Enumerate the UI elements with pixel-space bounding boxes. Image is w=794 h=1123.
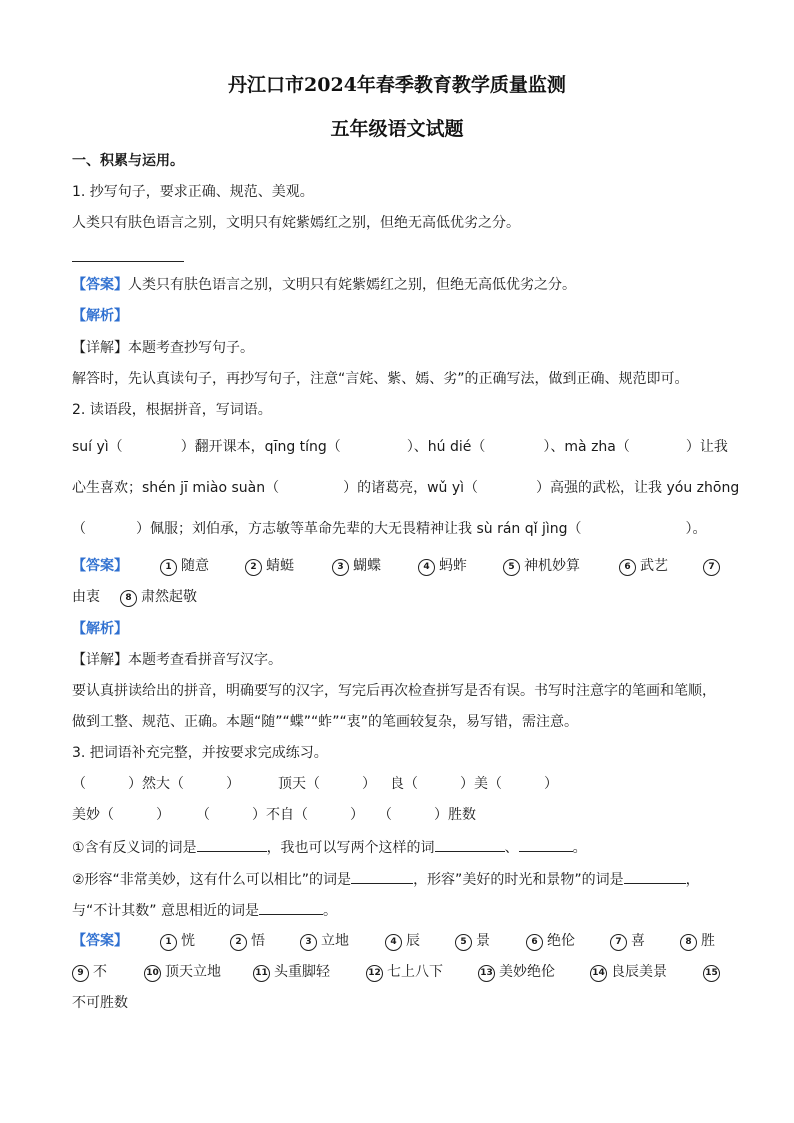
- answer-word: 蜻蜓: [266, 558, 294, 574]
- answer-word: 喜: [631, 933, 645, 949]
- exercise-text: ②形容“非常美妙，这有什么可以相比”的词是: [72, 872, 352, 888]
- q3-answer-15-cont: 不可胜数: [72, 995, 128, 1011]
- q2-answer-3: [332, 557, 381, 576]
- answer-tag: 【答案】: [72, 933, 128, 949]
- exercise-text: ，我也可以写两个这样的词: [266, 840, 435, 856]
- q1-answer: [72, 276, 576, 294]
- q3-answer-8: [680, 932, 715, 951]
- q1-detail: [72, 339, 254, 357]
- pinyin-text: ）。: [685, 521, 707, 537]
- answer-text: 人类只有肤色语言之别，文明只有姹紫嫣红之别，但绝无高低优劣之分。: [128, 277, 576, 293]
- section-heading: 一、积累与运用。: [72, 153, 184, 169]
- q2-detail-text: 做到工整、规范、正确。本题“随”“蝶”“蚱”“衷”的笔画较复杂，易写错，需注意。: [72, 714, 579, 730]
- circled-number: 13: [478, 965, 495, 982]
- exercise-text: ，: [685, 872, 700, 888]
- circled-number: 9: [72, 965, 89, 982]
- q3-exercise-3: [72, 900, 337, 920]
- pinyin-text: ）佩服；刘伯承，方志敏等革命先辈的大无畏精神让我 sù rán qǐ jìng（: [136, 521, 582, 537]
- q3-answer-12: [366, 963, 443, 982]
- q3-answer-4: [385, 932, 420, 951]
- exercise-text: 。: [322, 903, 337, 919]
- exercise-text: 。: [572, 840, 587, 856]
- pinyin-text: ）翻开课本，qīng tíng（: [180, 439, 341, 455]
- q3-answer-3: [300, 932, 349, 951]
- circled-number: 4: [385, 934, 402, 951]
- answer-word: 蚂蚱: [439, 558, 467, 574]
- q3-answer-2: [230, 932, 265, 951]
- fill-blank[interactable]: [519, 837, 573, 852]
- circled-number: 1: [160, 559, 177, 576]
- circled-number: 14: [590, 965, 607, 982]
- circled-number: 4: [418, 559, 435, 576]
- exercise-text: 与“不计其数” 意思相近的词是: [72, 903, 259, 919]
- exam-subtitle: 五年级语文试题: [330, 118, 464, 140]
- fill-blank[interactable]: [435, 837, 505, 852]
- circled-number: 2: [245, 559, 262, 576]
- q1-sentence: 人类只有肤色语言之别，文明只有姹紫嫣红之别，但绝无高低优劣之分。: [72, 215, 520, 231]
- q2-passage-line3: [72, 520, 707, 538]
- circled-number: 11: [253, 965, 270, 982]
- q1-detail-text: 解答时，先认真读句子，再抄写句子，注意“言姹、紫、嫣、劣”的正确写法，做到正确、规范即可。: [72, 371, 689, 387]
- answer-word: 随意: [181, 558, 209, 574]
- q3-answer-10: [144, 963, 221, 982]
- q2-detail-text: 要认真拼读给出的拼音，明确要写的汉字，写完后再次检查拼写是否有误。书写时注意字的笔画和笔顺，: [72, 683, 716, 699]
- idiom-blank: （ ）胜数: [378, 807, 476, 823]
- circled-number: 10: [144, 965, 161, 982]
- q2-prompt: 2. 读语段，根据拼音，写词语。: [72, 402, 272, 418]
- answer-word: 美妙绝伦: [499, 964, 555, 980]
- pinyin-text: （: [72, 521, 86, 537]
- q2-passage-line1: [72, 438, 728, 456]
- exam-title: 丹江口市2024年春季教育教学质量监测: [228, 74, 566, 96]
- idiom-blank: 顶天（ ）: [278, 776, 376, 792]
- q3-answer-7: [610, 932, 645, 951]
- circled-number: 3: [300, 934, 317, 951]
- exercise-text: 、: [504, 840, 519, 856]
- q3-answer-9: [72, 963, 107, 982]
- answer-word: 恍: [181, 933, 195, 949]
- q3-answer-6: [526, 932, 575, 951]
- answer-word: 武艺: [640, 558, 668, 574]
- q2-detail: [72, 651, 282, 669]
- answer-word: 肃然起敬: [141, 589, 197, 605]
- analysis-tag: 【解析】: [72, 621, 128, 637]
- answer-word: 绝伦: [547, 933, 575, 949]
- circled-number: 5: [503, 559, 520, 576]
- circled-number: 5: [455, 934, 472, 951]
- idiom-blank: 良（ ）美（ ）: [390, 776, 558, 792]
- answer-word: 七上八下: [387, 964, 443, 980]
- answer-tag: 【答案】: [72, 277, 128, 293]
- detail-text: 本题考查抄写句子。: [128, 340, 254, 356]
- detail-tag: 【详解】: [72, 652, 128, 668]
- q3-answer-11: [253, 963, 330, 982]
- q3-answer-14: [590, 963, 667, 982]
- circled-number: 6: [619, 559, 636, 576]
- circled-number: 1: [160, 934, 177, 951]
- q3-answer-13: [478, 963, 555, 982]
- answer-word: 蝴蝶: [353, 558, 381, 574]
- pinyin-text: 心生喜欢；shén jī miào suàn（: [72, 480, 280, 496]
- pinyin-text: ）让我: [685, 439, 728, 455]
- answer-word: 头重脚轻: [274, 964, 330, 980]
- fill-blank[interactable]: [259, 900, 323, 915]
- answer-word: 顶天立地: [165, 964, 221, 980]
- q2-answer-2: [245, 557, 294, 576]
- pinyin-text: ）、mà zha（: [543, 439, 630, 455]
- circled-number: 3: [332, 559, 349, 576]
- q2-answer-4: [418, 557, 467, 576]
- q3-answer-1: [160, 932, 195, 951]
- exercise-text: ①含有反义词的词是: [72, 840, 197, 856]
- exercise-text: ，形容”美好的时光和景物”的词是: [413, 872, 624, 888]
- q3-exercise-1: [72, 837, 587, 857]
- circled-number: 7: [703, 559, 720, 576]
- detail-tag: 【详解】: [72, 340, 128, 356]
- q2-passage-line2: [72, 479, 739, 497]
- circled-number: 8: [120, 590, 137, 607]
- answer-word: 胜: [701, 933, 715, 949]
- fill-blank[interactable]: [351, 869, 413, 884]
- detail-text: 本题考查看拼音写汉字。: [128, 652, 282, 668]
- q2-answer-7: [703, 557, 724, 576]
- answer-word: 立地: [321, 933, 349, 949]
- pinyin-text: ）高强的武松，让我 yóu zhōng: [536, 480, 740, 496]
- pinyin-text: ）、hú dié（: [406, 439, 486, 455]
- q3-word-row1: [72, 775, 558, 793]
- answer-word: 悟: [251, 933, 265, 949]
- fill-blank[interactable]: [624, 869, 686, 884]
- q2-answer-6: [619, 557, 668, 576]
- circled-number: 8: [680, 934, 697, 951]
- q3-exercise-2: [72, 869, 700, 889]
- analysis-tag: 【解析】: [72, 308, 128, 324]
- idiom-blank: （ ）然大（ ）: [72, 776, 240, 792]
- q1-prompt: 1. 抄写句子，要求正确、规范、美观。: [72, 184, 314, 200]
- circled-number: 7: [610, 934, 627, 951]
- pinyin-text: suí yì（: [72, 439, 123, 455]
- answer-tag: 【答案】: [72, 558, 128, 574]
- idiom-blank: 美妙（ ）: [72, 807, 170, 823]
- circled-number: 15: [703, 965, 720, 982]
- q3-answer-5: [455, 932, 490, 951]
- q2-answer-5: [503, 557, 580, 576]
- answer-word: 神机妙算: [524, 558, 580, 574]
- answer-word: 由衷: [72, 589, 100, 605]
- idiom-blank: （ ）不自（ ）: [196, 807, 364, 823]
- q2-answer-1: [160, 557, 209, 576]
- q3-answer-15: [703, 963, 724, 982]
- answer-word: 景: [476, 933, 490, 949]
- answer-word: 良辰美景: [611, 964, 667, 980]
- q2-answer-row2: [72, 588, 197, 607]
- q3-prompt: 3. 把词语补充完整，并按要求完成练习。: [72, 745, 328, 761]
- q3-word-row2: [72, 806, 476, 824]
- pinyin-text: ）的诸葛亮，wǔ yì（: [343, 480, 479, 496]
- fill-blank[interactable]: [197, 837, 267, 852]
- q1-answer-line: [72, 261, 184, 262]
- answer-word: 辰: [406, 933, 420, 949]
- circled-number: 2: [230, 934, 247, 951]
- circled-number: 12: [366, 965, 383, 982]
- answer-word: 不: [93, 964, 107, 980]
- circled-number: 6: [526, 934, 543, 951]
